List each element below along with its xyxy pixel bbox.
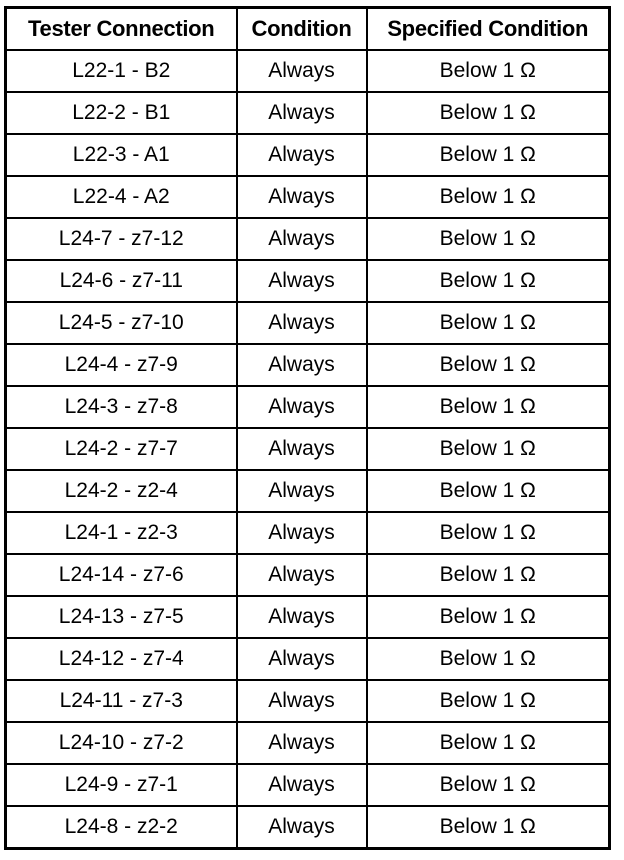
cell-specified-condition: Below 1 Ω [367,554,610,596]
cell-tester-connection: L24-11 - z7-3 [6,680,237,722]
cell-tester-connection: L24-9 - z7-1 [6,764,237,806]
table-row [6,596,610,638]
cell-condition: Always [237,260,367,302]
cell-specified-condition: Below 1 Ω [367,92,610,134]
table-row [6,92,610,134]
cell-condition: Always [237,764,367,806]
cell-specified-condition: Below 1 Ω [367,596,610,638]
cell-condition: Always [237,680,367,722]
cell-tester-connection: L24-13 - z7-5 [6,596,237,638]
table-row [6,512,610,554]
table-row [6,764,610,806]
cell-condition: Always [237,806,367,849]
cell-condition: Always [237,512,367,554]
cell-tester-connection: L24-6 - z7-11 [6,260,237,302]
table-row [6,554,610,596]
cell-specified-condition: Below 1 Ω [367,50,610,92]
cell-specified-condition: Below 1 Ω [367,260,610,302]
table-row [6,680,610,722]
cell-tester-connection: L24-7 - z7-12 [6,218,237,260]
cell-tester-connection: L22-3 - A1 [6,134,237,176]
header-condition: Condition [237,8,367,51]
table-row [6,428,610,470]
cell-specified-condition: Below 1 Ω [367,218,610,260]
cell-specified-condition: Below 1 Ω [367,638,610,680]
cell-specified-condition: Below 1 Ω [367,344,610,386]
table-row [6,638,610,680]
cell-tester-connection: L24-1 - z2-3 [6,512,237,554]
table-row [6,218,610,260]
table-row [6,806,610,849]
cell-condition: Always [237,554,367,596]
cell-tester-connection: L22-4 - A2 [6,176,237,218]
cell-specified-condition: Below 1 Ω [367,470,610,512]
table-row [6,386,610,428]
cell-specified-condition: Below 1 Ω [367,176,610,218]
cell-condition: Always [237,596,367,638]
cell-condition: Always [237,176,367,218]
table-body [6,50,610,849]
cell-specified-condition: Below 1 Ω [367,134,610,176]
cell-condition: Always [237,470,367,512]
cell-specified-condition: Below 1 Ω [367,512,610,554]
cell-condition: Always [237,134,367,176]
table-row [6,260,610,302]
header-specified-condition: Specified Condition [367,8,610,51]
table-row [6,722,610,764]
cell-condition: Always [237,50,367,92]
cell-condition: Always [237,344,367,386]
cell-tester-connection: L24-12 - z7-4 [6,638,237,680]
cell-condition: Always [237,218,367,260]
table-row [6,470,610,512]
cell-condition: Always [237,638,367,680]
cell-tester-connection: L24-10 - z7-2 [6,722,237,764]
spec-table [4,6,611,850]
cell-tester-connection: L24-5 - z7-10 [6,302,237,344]
table-row [6,344,610,386]
cell-tester-connection: L24-14 - z7-6 [6,554,237,596]
cell-specified-condition: Below 1 Ω [367,302,610,344]
spec-table-container [4,6,608,850]
table-row [6,134,610,176]
cell-tester-connection: L24-2 - z2-4 [6,470,237,512]
cell-condition: Always [237,722,367,764]
table-row [6,50,610,92]
table-row [6,302,610,344]
cell-condition: Always [237,92,367,134]
cell-condition: Always [237,302,367,344]
cell-condition: Always [237,386,367,428]
header-tester-connection: Tester Connection [6,8,237,51]
cell-tester-connection: L24-3 - z7-8 [6,386,237,428]
header-row [6,8,610,51]
cell-tester-connection: L24-2 - z7-7 [6,428,237,470]
cell-specified-condition: Below 1 Ω [367,806,610,849]
cell-specified-condition: Below 1 Ω [367,764,610,806]
cell-condition: Always [237,428,367,470]
cell-specified-condition: Below 1 Ω [367,722,610,764]
cell-tester-connection: L24-4 - z7-9 [6,344,237,386]
cell-specified-condition: Below 1 Ω [367,680,610,722]
cell-tester-connection: L24-8 - z2-2 [6,806,237,849]
cell-tester-connection: L22-2 - B1 [6,92,237,134]
cell-specified-condition: Below 1 Ω [367,386,610,428]
cell-tester-connection: L22-1 - B2 [6,50,237,92]
cell-specified-condition: Below 1 Ω [367,428,610,470]
table-row [6,176,610,218]
